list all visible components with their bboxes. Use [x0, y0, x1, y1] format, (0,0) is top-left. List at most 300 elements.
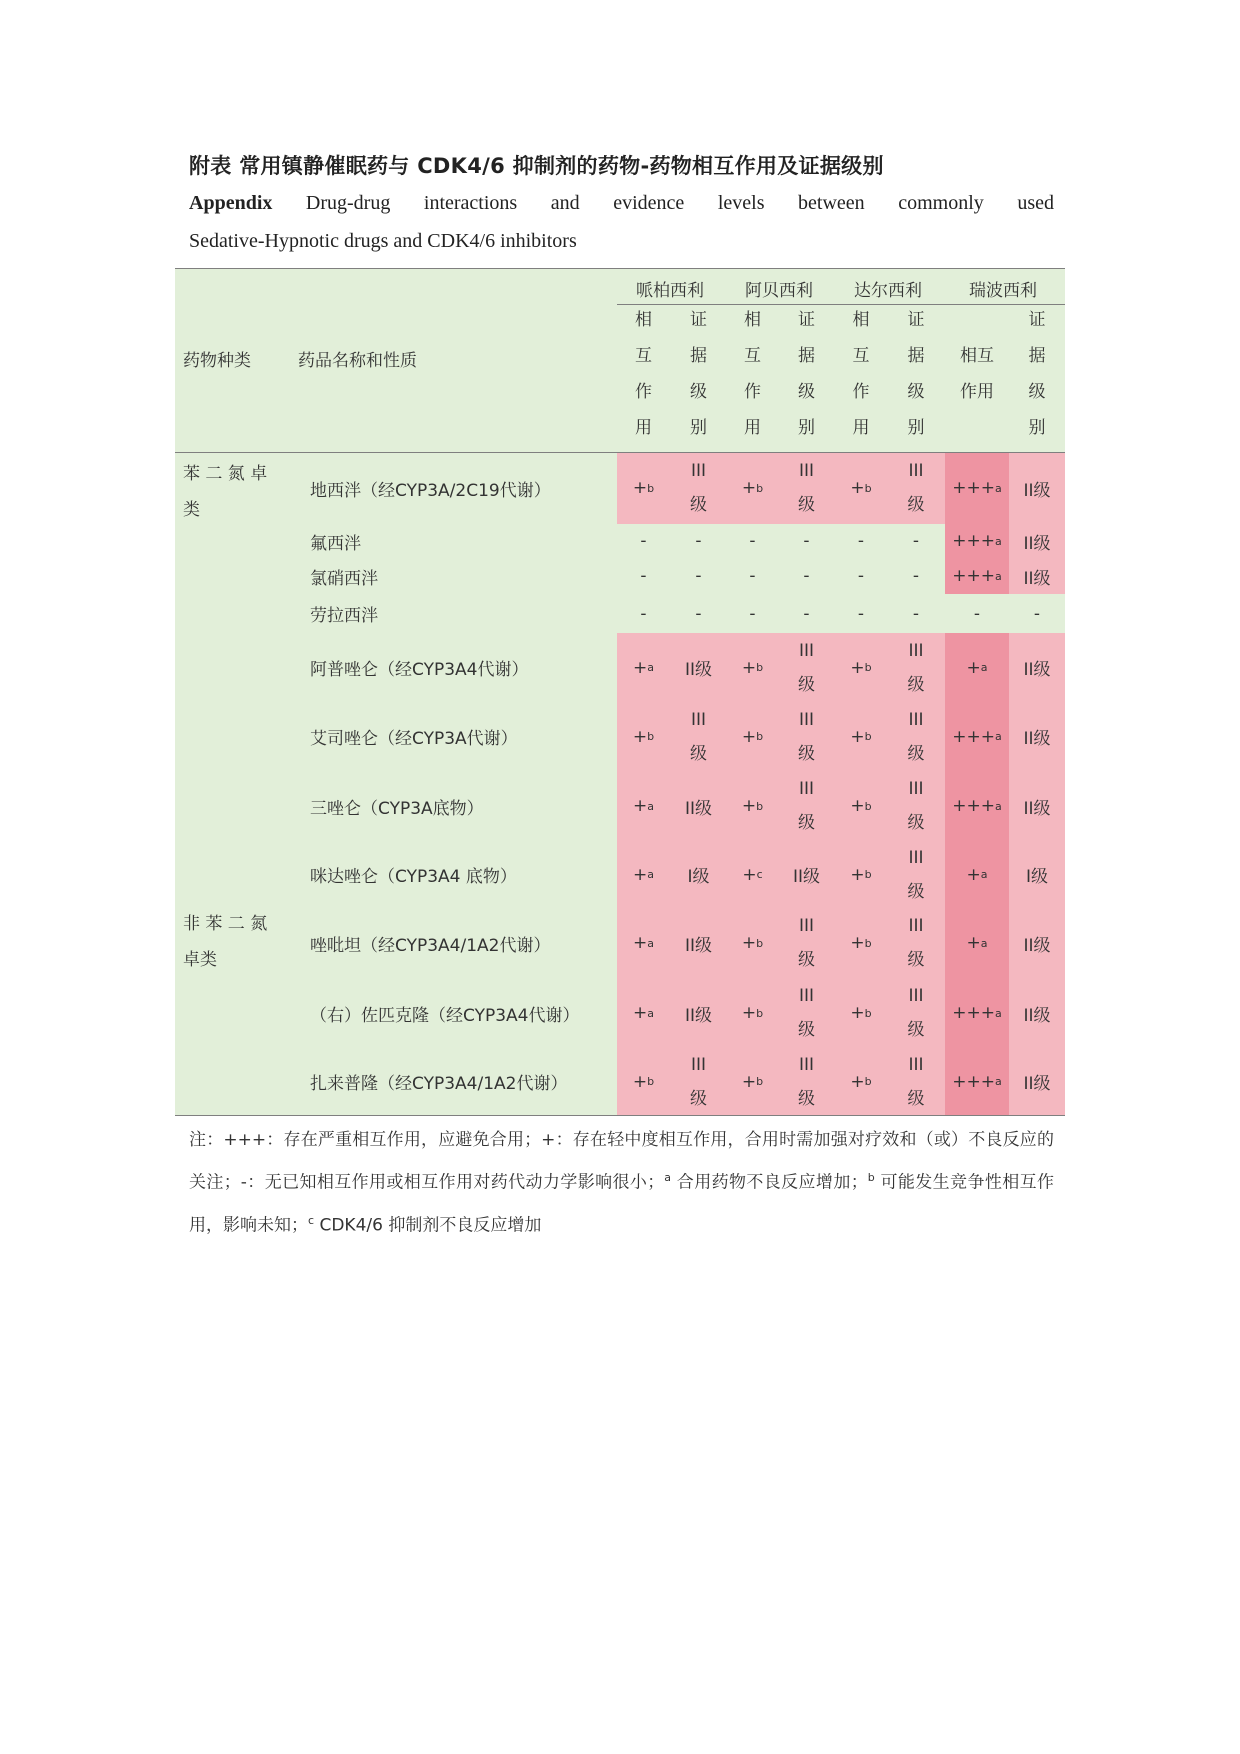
subheader-char: 相 — [635, 310, 652, 330]
drug-name-text: （右）佐匹克隆（经CYP3A4代谢） — [310, 1005, 580, 1026]
value-cell — [778, 524, 835, 558]
value-cell — [617, 594, 670, 633]
value-cell — [945, 978, 1009, 1048]
value-cell — [670, 558, 727, 594]
subheader-char: 级 — [690, 382, 707, 402]
interaction-superscript: b — [756, 1075, 764, 1088]
table-footnote — [189, 1122, 1054, 1244]
interaction-symbol: +++ — [952, 478, 995, 498]
evidence-level-text: III — [908, 709, 924, 730]
interaction-superscript: a — [980, 936, 988, 950]
value-cell — [887, 633, 945, 702]
title-word: Drug-drug — [305, 192, 391, 214]
interaction-symbol: + — [633, 1003, 648, 1023]
interaction-superscript: a — [980, 868, 988, 881]
value-cell — [835, 594, 887, 633]
value-cell — [945, 558, 1009, 594]
interaction-superscript: a — [647, 868, 654, 881]
category-label — [175, 456, 285, 526]
drug-name-label: 哌柏西利 — [636, 280, 704, 301]
value-cell — [670, 702, 727, 771]
subheader-char: 作 — [852, 382, 870, 402]
header-bottom-rule — [175, 452, 1065, 453]
value-cell — [670, 841, 727, 908]
evidence-level-text: II级 — [1023, 798, 1051, 819]
value-cell — [617, 558, 670, 594]
evidence-level-text: II级 — [684, 1005, 713, 1026]
drug-name-text: 阿普唑仑（经CYP3A4代谢） — [310, 660, 529, 680]
evidence-level-text: II级 — [684, 798, 713, 819]
title-word: between — [798, 192, 865, 214]
value-cell — [727, 594, 778, 633]
drug-name-text: 氯硝西泮 — [310, 568, 378, 589]
value-cell — [670, 978, 727, 1048]
value-cell — [945, 633, 1009, 702]
title-word: interactions — [423, 192, 518, 214]
evidence-level-text: 级 — [907, 674, 925, 695]
interaction-symbol: + — [633, 796, 648, 816]
drug-name-label: 阿贝西利 — [745, 280, 813, 301]
subheader-char: 用 — [635, 418, 652, 438]
interaction-superscript: a — [647, 936, 654, 950]
interaction-superscript: b — [756, 481, 764, 495]
evidence-level-text: - — [640, 566, 647, 586]
title-word: and — [550, 192, 580, 214]
interaction-superscript: b — [756, 936, 764, 950]
value-cell — [945, 702, 1009, 771]
evidence-level-text: - — [803, 603, 810, 624]
interaction-symbol: +++ — [952, 726, 995, 747]
evidence-level-text: - — [695, 531, 702, 551]
interaction-symbol: + — [850, 864, 865, 885]
drug-name-cell — [310, 841, 617, 908]
subheader-char: 别 — [907, 418, 925, 438]
subheader-char: 据 — [907, 346, 925, 366]
drug-name-cell — [310, 633, 617, 702]
drug-name-cell — [310, 908, 617, 978]
evidence-level-text: I级 — [1025, 867, 1048, 887]
subheader-char: 作 — [744, 382, 761, 402]
value-cell — [670, 771, 727, 841]
evidence-level-text: II级 — [1023, 533, 1051, 554]
value-cell — [1009, 908, 1065, 978]
value-cell — [617, 908, 670, 978]
value-cell — [778, 771, 835, 841]
value-cell — [835, 771, 887, 841]
drug-name-label: 达尔西利 — [854, 280, 922, 301]
interaction-symbol: + — [741, 1003, 757, 1023]
footnote-sup-c: c — [308, 1213, 315, 1227]
interaction-symbol: + — [850, 1003, 865, 1023]
interaction-symbol: + — [966, 933, 981, 953]
value-cell — [887, 1048, 945, 1115]
evidence-level-text: III — [908, 986, 924, 1006]
appendix-label: Appendix — [189, 192, 273, 214]
interaction-symbol: + — [632, 1071, 648, 1092]
evidence-subheader — [778, 300, 835, 448]
header-label: 药品名称和性质 — [298, 350, 417, 371]
evidence-level-text: - — [857, 566, 865, 586]
category-text: 类 — [183, 500, 200, 520]
value-cell — [1009, 452, 1065, 524]
value-cell — [835, 558, 887, 594]
drug-name-cell — [310, 702, 617, 771]
interaction-subheader — [835, 300, 887, 448]
evidence-level-text: III — [798, 1054, 815, 1075]
interaction-symbol: + — [850, 933, 865, 953]
footnote-sup-a: a — [664, 1171, 672, 1184]
value-cell — [670, 524, 727, 558]
evidence-level-text: 级 — [798, 495, 815, 515]
value-cell — [727, 1048, 778, 1115]
interaction-symbol: + — [741, 1071, 757, 1092]
evidence-level-text: - — [695, 603, 702, 624]
evidence-level-text: - — [803, 566, 810, 586]
value-cell — [778, 558, 835, 594]
subheader-char: 级 — [907, 382, 925, 402]
evidence-level-text: II级 — [1023, 660, 1051, 680]
value-cell — [1009, 558, 1065, 594]
drug-class-header — [175, 340, 285, 376]
evidence-level-text: - — [749, 531, 756, 551]
evidence-level-text: II级 — [1023, 480, 1051, 501]
value-cell — [1009, 841, 1065, 908]
interaction-symbol: +++ — [952, 566, 995, 586]
value-cell — [727, 841, 778, 908]
evidence-level-text: II级 — [684, 660, 713, 680]
value-cell — [945, 841, 1009, 908]
value-cell — [887, 594, 945, 633]
evidence-level-text: III — [798, 779, 815, 799]
interaction-symbol: + — [742, 864, 757, 885]
evidence-level-text: III — [908, 1054, 924, 1075]
evidence-level-text: III — [690, 1054, 707, 1075]
drug-name-cell — [310, 452, 617, 524]
page-title-en-line1 — [189, 192, 1054, 215]
evidence-level-text: 级 — [798, 743, 815, 764]
evidence-subheader — [1009, 300, 1065, 448]
evidence-level-text: III — [908, 640, 924, 661]
evidence-level-text: III — [908, 779, 924, 799]
category-label — [175, 906, 285, 978]
interaction-superscript: c — [756, 868, 763, 881]
subheader-char: 作 — [635, 382, 652, 402]
value-cell — [670, 452, 727, 524]
drug-name-text: 地西泮（经CYP3A/2C19代谢） — [310, 480, 551, 501]
subheader-char: 相 — [744, 310, 761, 330]
drug-name-label: 瑞波西利 — [969, 280, 1037, 301]
footnote-text: 合用药物不良反应增加； — [671, 1172, 868, 1193]
interaction-superscript: a — [980, 661, 988, 674]
drug-name-cell — [310, 558, 617, 594]
interaction-superscript: b — [864, 730, 872, 743]
drug-name-cell — [310, 524, 617, 558]
interaction-superscript: b — [756, 1006, 764, 1020]
evidence-level-text: 级 — [798, 1020, 815, 1040]
evidence-level-text: III — [798, 640, 815, 661]
subheader-char: 证 — [1028, 310, 1046, 330]
interaction-superscript: a — [994, 1075, 1002, 1088]
table-top-rule — [175, 268, 1065, 269]
evidence-level-text: II级 — [1023, 935, 1051, 956]
title-word: levels — [717, 192, 765, 214]
value-cell — [778, 452, 835, 524]
evidence-level-text: 级 — [690, 1088, 707, 1109]
page-title-en-line2: Sedative-Hypnotic drugs and CDK4/6 inhibitors — [189, 230, 577, 252]
value-cell — [835, 524, 887, 558]
interaction-superscript: b — [864, 481, 872, 495]
evidence-level-text: III — [690, 461, 707, 481]
interaction-superscript: a — [994, 799, 1002, 813]
category-text: 非 苯 二 氮 — [183, 914, 268, 934]
evidence-level-text: - — [912, 531, 920, 551]
value-cell — [835, 841, 887, 908]
value-cell — [945, 452, 1009, 524]
evidence-level-text: II级 — [1023, 1005, 1051, 1026]
value-cell — [778, 633, 835, 702]
evidence-level-text: 级 — [798, 674, 815, 695]
interaction-superscript: b — [864, 868, 872, 881]
interaction-symbol: + — [741, 933, 757, 953]
interaction-symbol: + — [741, 726, 757, 747]
subheader-char: 证 — [798, 310, 815, 330]
interaction-symbol: +++ — [952, 1003, 995, 1023]
subheader-char: 相 — [852, 310, 870, 330]
drug-name-header — [290, 340, 490, 376]
interaction-superscript: b — [864, 1075, 872, 1088]
subheader-char: 互 — [852, 346, 870, 366]
value-cell — [617, 633, 670, 702]
value-cell — [727, 908, 778, 978]
value-cell — [617, 771, 670, 841]
evidence-level-text: III — [798, 916, 815, 936]
evidence-level-text: 级 — [798, 1088, 815, 1109]
interaction-superscript: b — [756, 661, 764, 674]
value-cell — [1009, 702, 1065, 771]
footnote-text: 注：+++：存在严重相互作用，应避免合用；+：存在轻中度相互作用，合用时需加强对疗效和（或）不良反应的关注；-：无已知相互作用或相互作用对药代动力学影响很小； — [189, 1130, 1054, 1193]
interaction-symbol: + — [966, 864, 981, 885]
evidence-level-text: II级 — [684, 935, 713, 956]
evidence-level-text: III — [908, 461, 924, 481]
table-bottom-rule — [175, 1115, 1065, 1116]
value-cell — [778, 978, 835, 1048]
value-cell — [1009, 633, 1065, 702]
value-cell — [727, 558, 778, 594]
evidence-level-text: II级 — [1023, 1074, 1051, 1094]
value-cell — [887, 771, 945, 841]
value-cell — [617, 524, 670, 558]
value-cell — [1009, 978, 1065, 1048]
evidence-level-text: - — [640, 603, 647, 624]
evidence-level-text: - — [803, 531, 810, 551]
value-cell — [617, 702, 670, 771]
value-cell — [887, 524, 945, 558]
subheader-char: 作用 — [960, 382, 994, 402]
title-word: commonly — [898, 192, 984, 214]
interaction-superscript: a — [647, 1006, 654, 1020]
footnote-text: 可能发生竞争性相互作用，影响未知； — [189, 1172, 1055, 1236]
header-label: 药物种类 — [183, 350, 251, 371]
evidence-level-text: II级 — [1023, 729, 1051, 749]
drug-name-cell — [310, 771, 617, 841]
value-cell — [835, 633, 887, 702]
value-cell — [778, 1048, 835, 1115]
evidence-level-text: II级 — [1023, 568, 1051, 589]
drug-name-text: 唑吡坦（经CYP3A4/1A2代谢） — [310, 935, 551, 956]
interaction-symbol: + — [632, 478, 648, 498]
value-cell — [778, 841, 835, 908]
interaction-superscript: b — [647, 481, 655, 495]
value-cell — [887, 702, 945, 771]
value-cell — [670, 1048, 727, 1115]
evidence-level-text: - — [749, 603, 756, 624]
subheader-char: 据 — [1028, 346, 1046, 366]
drug-name-cell — [310, 594, 617, 633]
evidence-level-text: - — [695, 566, 702, 586]
value-cell — [670, 594, 727, 633]
evidence-level-text: 级 — [907, 743, 925, 764]
evidence-level-text: II级 — [792, 867, 821, 887]
interaction-superscript: a — [994, 1006, 1002, 1020]
interaction-superscript: b — [756, 799, 764, 813]
evidence-level-text: III — [908, 847, 924, 868]
interaction-symbol: + — [633, 864, 648, 885]
interaction-superscript: b — [864, 799, 872, 813]
value-cell — [945, 1048, 1009, 1115]
interaction-symbol: + — [850, 726, 865, 747]
value-cell — [945, 771, 1009, 841]
evidence-subheader — [887, 300, 945, 448]
interaction-superscript: a — [994, 730, 1002, 743]
value-cell — [887, 908, 945, 978]
interaction-superscript: a — [994, 534, 1002, 548]
evidence-subheader — [670, 300, 727, 448]
value-cell — [887, 841, 945, 908]
title-word: used — [1017, 192, 1054, 214]
drug-name-text: 三唑仑（CYP3A底物） — [310, 798, 484, 819]
evidence-level-text: III — [908, 916, 924, 936]
value-cell — [617, 452, 670, 524]
interaction-superscript: b — [647, 1075, 655, 1088]
interaction-symbol: + — [850, 796, 865, 816]
evidence-level-text: 级 — [907, 1020, 925, 1040]
interaction-symbol: + — [632, 726, 648, 747]
subheader-char: 据 — [690, 346, 707, 366]
evidence-level-text: III — [798, 986, 815, 1006]
interaction-symbol: +++ — [952, 796, 995, 816]
evidence-level-text: 级 — [907, 950, 925, 970]
footnote-text: CDK4/6 抑制剂不良反应增加 — [314, 1215, 542, 1236]
value-cell — [835, 702, 887, 771]
value-cell — [835, 908, 887, 978]
value-cell — [778, 702, 835, 771]
value-cell — [835, 452, 887, 524]
interaction-symbol: +++ — [952, 531, 995, 551]
value-cell — [670, 908, 727, 978]
evidence-level-text: III — [798, 709, 815, 730]
subheader-char: 别 — [690, 418, 707, 438]
evidence-level-text: 级 — [907, 1088, 925, 1109]
value-cell — [1009, 524, 1065, 558]
interaction-symbol: + — [850, 478, 865, 498]
subheader-char: 相互 — [960, 346, 994, 366]
evidence-level-text: 级 — [798, 813, 815, 833]
category-text: 卓类 — [183, 950, 217, 970]
value-cell — [945, 594, 1009, 633]
title-word: evidence — [613, 192, 685, 214]
evidence-level-text: - — [912, 603, 920, 624]
value-cell — [887, 558, 945, 594]
drug-name-text: 咪达唑仑（CYP3A4 底物） — [310, 867, 517, 887]
subheader-char: 级 — [1028, 382, 1046, 402]
value-cell — [727, 771, 778, 841]
interaction-subheader — [727, 300, 778, 448]
value-cell — [727, 702, 778, 771]
subheader-char: 据 — [798, 346, 815, 366]
evidence-level-text: 级 — [798, 950, 815, 970]
evidence-level-text: III — [690, 709, 707, 730]
interaction-symbol: + — [850, 1071, 865, 1092]
footnote-sup-b: b — [867, 1171, 875, 1184]
evidence-level-text: 级 — [907, 495, 925, 515]
value-cell — [617, 1048, 670, 1115]
value-cell — [887, 452, 945, 524]
interaction-subheader — [945, 336, 1009, 412]
interaction-superscript: b — [756, 730, 764, 743]
interaction-symbol: + — [966, 657, 981, 678]
subheader-char: 证 — [907, 310, 925, 330]
subheader-char: 用 — [852, 418, 870, 438]
evidence-level-text: - — [857, 531, 865, 551]
interaction-superscript: a — [994, 481, 1002, 495]
subheader-char: 互 — [744, 346, 761, 366]
evidence-level-text: 级 — [690, 495, 707, 515]
value-cell — [670, 633, 727, 702]
interaction-symbol: + — [741, 796, 757, 816]
drug-name-text: 劳拉西泮 — [310, 606, 378, 626]
value-cell — [1009, 1048, 1065, 1115]
interaction-superscript: a — [647, 661, 654, 674]
evidence-level-text: - — [912, 566, 920, 586]
interaction-superscript: a — [994, 569, 1002, 583]
subheader-rule — [617, 304, 1065, 305]
evidence-level-text: III — [798, 461, 815, 481]
drug-name-cell — [310, 1048, 617, 1115]
value-cell — [727, 524, 778, 558]
subheader-char: 别 — [1028, 418, 1046, 438]
subheader-char: 证 — [690, 310, 707, 330]
value-cell — [835, 978, 887, 1048]
value-cell — [945, 908, 1009, 978]
value-cell — [1009, 594, 1065, 633]
drug-name-text: 扎来普隆（经CYP3A4/1A2代谢） — [310, 1074, 568, 1094]
evidence-level-text: 级 — [907, 813, 925, 833]
subheader-char: 级 — [798, 382, 815, 402]
interaction-symbol: + — [741, 478, 757, 498]
interaction-superscript: a — [647, 799, 654, 813]
interaction-symbol: + — [633, 933, 648, 953]
subheader-char: 别 — [798, 418, 815, 438]
interaction-symbol: +++ — [952, 1071, 995, 1092]
interaction-symbol: + — [633, 657, 648, 678]
value-cell — [778, 594, 835, 633]
interaction-symbol: + — [850, 657, 865, 678]
value-cell — [727, 452, 778, 524]
value-cell — [887, 978, 945, 1048]
subheader-char: 互 — [635, 346, 652, 366]
interaction-superscript: b — [864, 936, 872, 950]
value-cell — [945, 524, 1009, 558]
